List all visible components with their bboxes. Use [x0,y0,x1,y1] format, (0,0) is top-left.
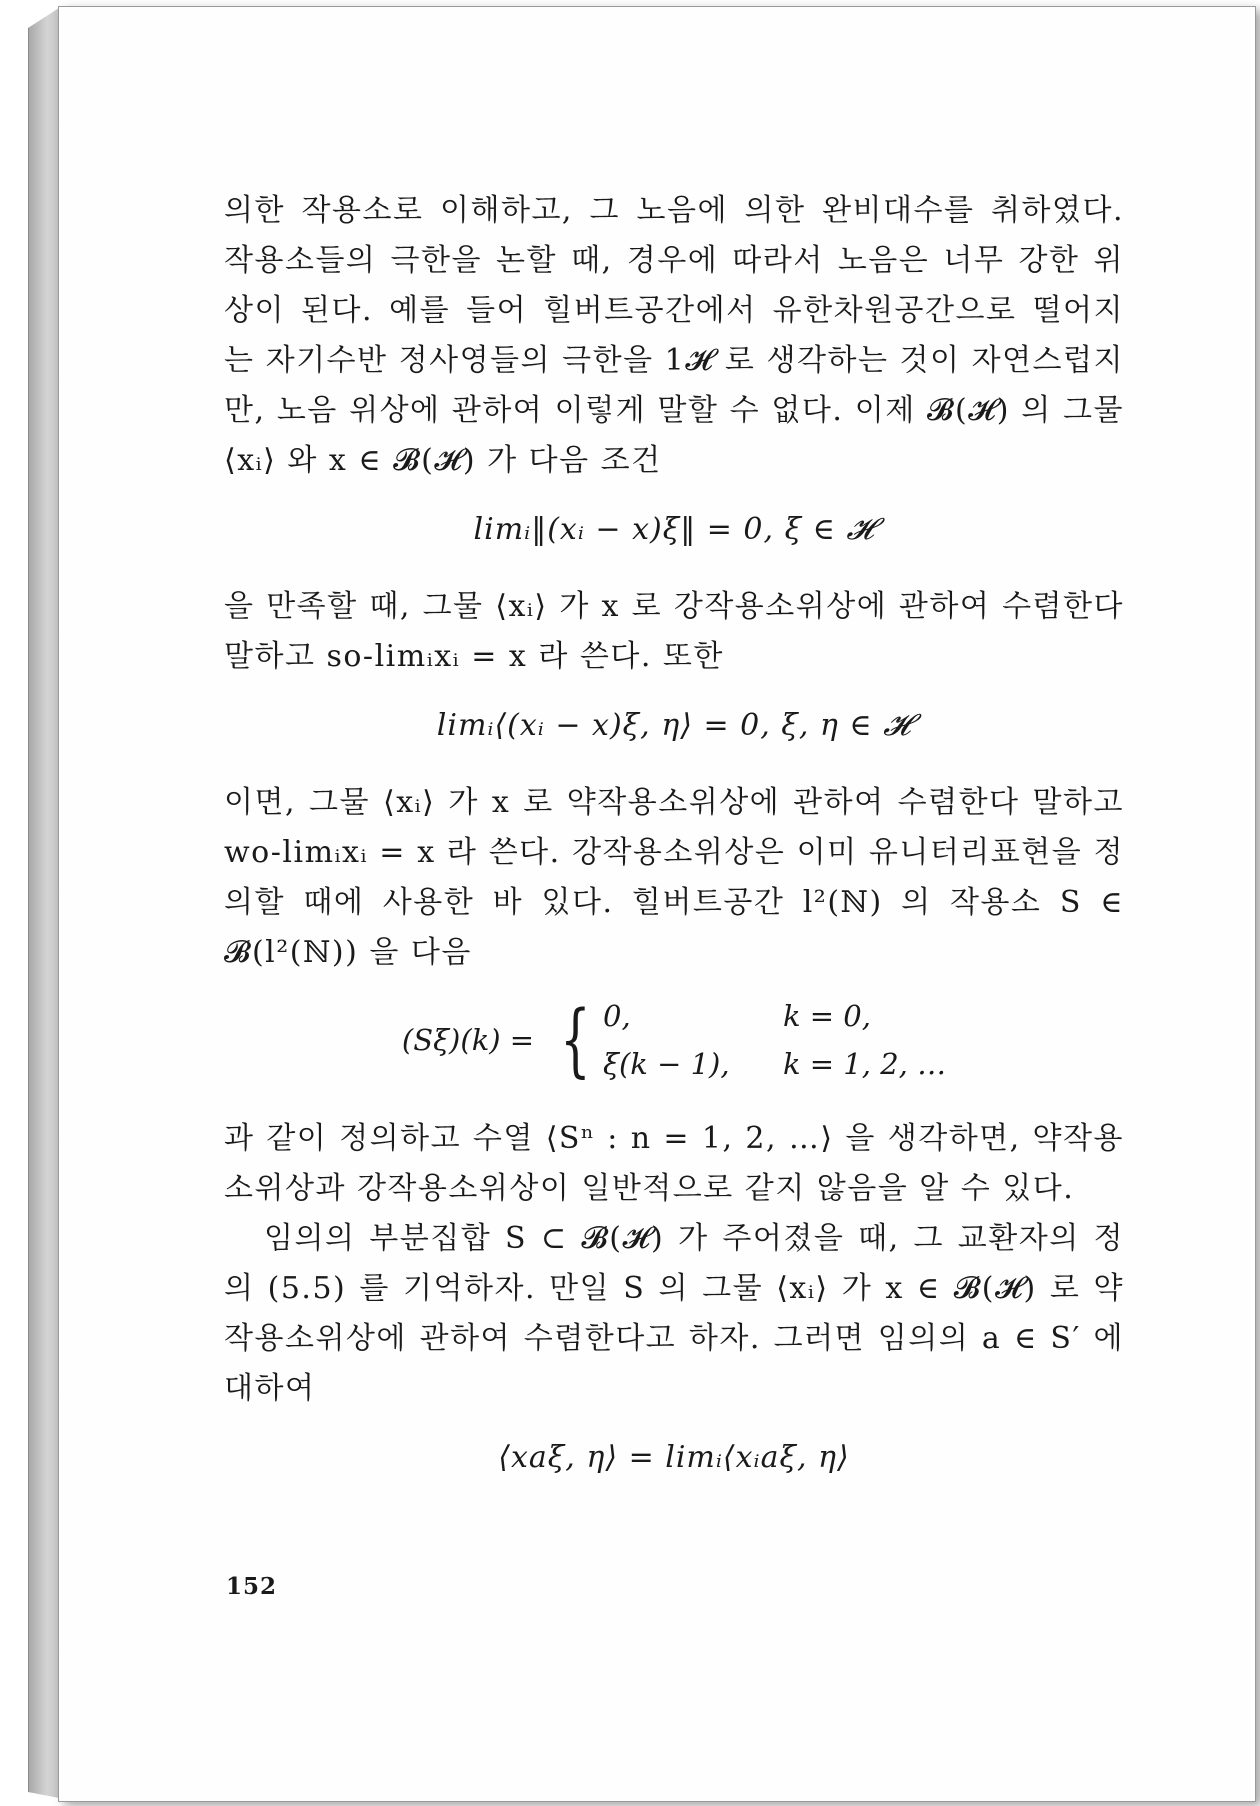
case-1-condition: k = 0, [783,999,871,1033]
paragraph-3: 이면, 그물 ⟨xᵢ⟩ 가 x 로 약작용소위상에 관하여 수렴한다 말하고 wo-limᵢxᵢ = x 라 쓴다. 강작용소위상은 이미 유니터리표현을 정의할 때에 사용한 바 있다. 힐버트공간 l²(ℕ) 의 작용소 S ∈ 𝓑(l²(ℕ)) 을 다음 [224,785,1124,970]
paragraph-1: 의한 작용소로 이해하고, 그 노음에 의한 완비대수를 취하였다. 작용소들의 극한을 논할 때, 경우에 따라서 노음은 너무 강한 위상이 된다. 예를 들어 힐버트공간에서 유한차원공간으로 떨어지는 자기수반 정사영들의 극한을 1𝓗 로 생각하는 것이 자연스럽지만, 노음 위상에 관하여 이렇게 말할 수 없다. 이제 𝓑(𝓗) 의 그물 ⟨xᵢ⟩ 와 x ∈ 𝓑(𝓗) 가 다음 조건 [224,193,1124,478]
case-2-condition: k = 1, 2, … [783,1047,947,1081]
paragraph-4: 과 같이 정의하고 수열 ⟨Sⁿ : n = 1, 2, …⟩ 을 생각하면, 약작용소위상과 강작용소위상이 일반적으로 같지 않음을 알 수 있다. [224,1121,1124,1206]
case-2-value: ξ(k − 1), [603,1047,730,1081]
page-content [224,186,1124,1510]
cases-block [603,996,946,1084]
equation-shift-operator [224,993,1124,1086]
paragraph-5: 임의의 부분집합 S ⊂ 𝓑(𝓗) 가 주어졌을 때, 그 교환자의 정의 (5.5) 를 기억하자. 만일 S 의 그물 ⟨xᵢ⟩ 가 x ∈ 𝓑(𝓗) 로 약작용소위상에 관하여 수렴한다고 하자. 그러면 임의의 a ∈ S′ 에 대하여 [224,1221,1124,1406]
left-brace: { [560,993,591,1086]
equation-commutant-limit: ⟨xaξ, η⟩ = limᵢ⟨xᵢaξ, η⟩ [498,1440,850,1475]
book-spine [28,8,59,1798]
case-1-value: 0, [603,999,631,1033]
paragraph-2: 을 만족할 때, 그물 ⟨xᵢ⟩ 가 x 로 강작용소위상에 관하여 수렴한다 말하고 so-limᵢxᵢ = x 라 쓴다. 또한 [224,589,1124,674]
page-number: 152 [226,1573,278,1600]
shift-operator-lhs: (Sξ)(k) = [401,1023,535,1057]
equation-strong-limit: limᵢ‖(xᵢ − x)ξ‖ = 0, ξ ∈ 𝓗 [473,512,875,547]
equation-weak-limit: limᵢ⟨(xᵢ − x)ξ, η⟩ = 0, ξ, η ∈ 𝓗 [436,708,912,743]
